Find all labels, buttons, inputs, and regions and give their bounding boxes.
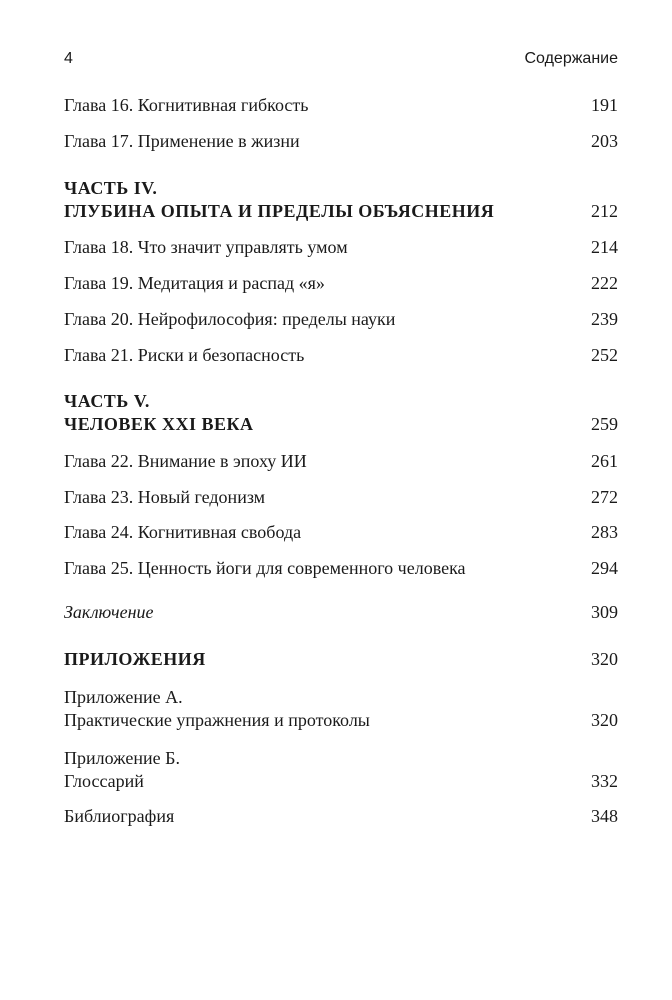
toc-entry-page: 320 [591, 649, 618, 669]
toc-entry-page: 261 [591, 451, 618, 471]
page-number: 4 [64, 50, 73, 67]
appendix-b-label: Приложение Б. [64, 748, 180, 768]
toc-entry-page: 214 [591, 237, 618, 257]
toc-entry-chapter-20[interactable] [64, 304, 618, 334]
toc-entry-page: 191 [591, 95, 618, 115]
part-5-label: ЧАСТЬ V. [64, 391, 150, 411]
toc-entry-title: Глава 17. Применение в жизни [64, 131, 300, 151]
toc-entry-appendices[interactable] [64, 644, 618, 674]
toc-entry-title: Глоссарий [64, 771, 144, 791]
toc-entry-page: 212 [591, 201, 618, 221]
toc-entry-title: Глава 23. Новый гедонизм [64, 487, 266, 507]
toc-entry-page: 348 [591, 806, 618, 826]
toc-entry-appendix-a[interactable] [64, 705, 618, 735]
toc-entry-page: 332 [591, 771, 618, 791]
part-4-label: ЧАСТЬ IV. [64, 178, 158, 198]
toc-entry-page: 252 [591, 345, 618, 365]
toc-entry-title: Библиография [64, 806, 175, 826]
toc-entry-chapter-24[interactable] [64, 517, 618, 547]
toc-entry-page: 283 [591, 522, 618, 542]
toc-entry-page: 239 [591, 309, 618, 329]
toc-entry-title: Глава 24. Когнитивная свобода [64, 522, 302, 542]
toc-entry-title: Заключение [64, 602, 154, 622]
toc-entry-part-4[interactable] [64, 196, 618, 226]
appendix-a-label: Приложение А. [64, 687, 183, 707]
toc-entry-page: 203 [591, 131, 618, 151]
toc-entry-chapter-25[interactable] [64, 553, 618, 583]
toc-entry-title: Глава 22. Внимание в эпоху ИИ [64, 451, 307, 471]
toc-entry-page: 259 [591, 414, 618, 434]
toc-entry-title: Практические упражнения и протоколы [64, 710, 370, 730]
toc-entry-chapter-23[interactable] [64, 482, 618, 512]
toc-entry-chapter-18[interactable] [64, 232, 618, 262]
running-head: Содержание [524, 50, 618, 67]
toc-entry-title: ПРИЛОЖЕНИЯ [64, 649, 206, 669]
toc-entry-title: Глава 19. Медитация и распад «я» [64, 273, 325, 293]
toc-entry-conclusion[interactable] [64, 597, 618, 627]
toc-entry-title: Глава 18. Что значит управлять умом [64, 237, 348, 257]
toc-entry-page: 222 [591, 273, 618, 293]
toc-entry-title: ЧЕЛОВЕК XXI ВЕКА [64, 414, 254, 434]
toc-entry-appendix-b[interactable] [64, 766, 618, 796]
toc-entry-chapter-21[interactable] [64, 340, 618, 370]
toc-entry-bibliography[interactable] [64, 801, 618, 831]
toc-entry-chapter-16[interactable] [64, 90, 618, 120]
toc-entry-title: Глава 25. Ценность йоги для современного человека [64, 558, 466, 578]
toc-entry-chapter-17[interactable] [64, 126, 618, 156]
toc-entry-title: ГЛУБИНА ОПЫТА И ПРЕДЕЛЫ ОБЪЯСНЕНИЯ [64, 201, 495, 221]
toc-entry-title: Глава 20. Нейрофилософия: пределы науки [64, 309, 396, 329]
toc-entry-chapter-22[interactable] [64, 446, 618, 476]
toc-entry-title: Глава 21. Риски и безопасность [64, 345, 305, 365]
toc-entry-chapter-19[interactable] [64, 268, 618, 298]
toc-entry-title: Глава 16. Когнитивная гибкость [64, 95, 309, 115]
toc-entry-part-5[interactable] [64, 409, 618, 439]
toc-entry-page: 309 [591, 602, 618, 622]
toc-entry-page: 294 [591, 558, 618, 578]
toc-entry-page: 320 [591, 710, 618, 730]
toc-entry-page: 272 [591, 487, 618, 507]
